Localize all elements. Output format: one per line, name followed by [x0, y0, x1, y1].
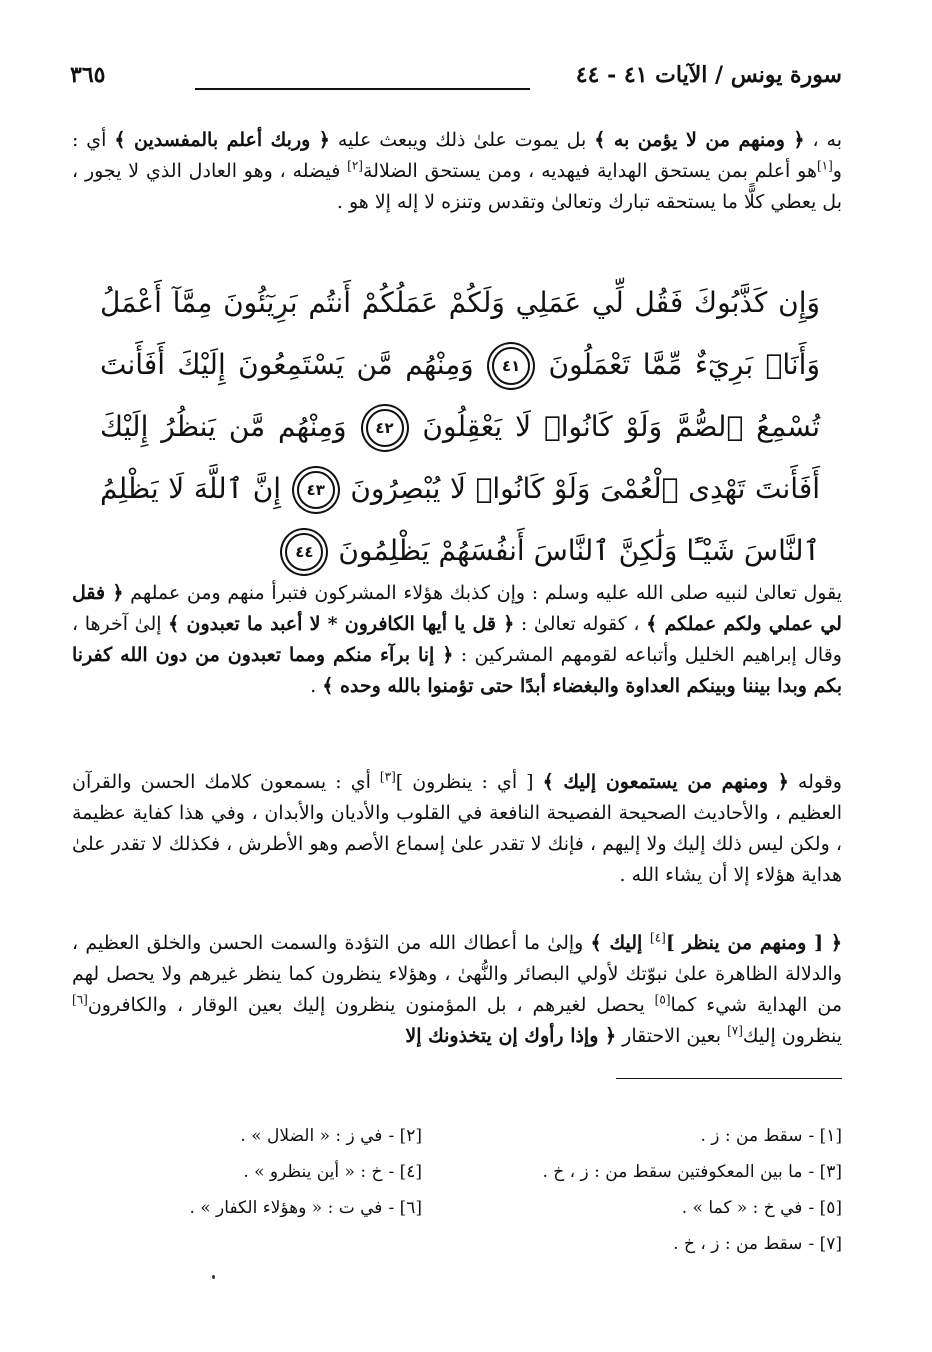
footnote-text: سقط من : ز .: [700, 1126, 803, 1146]
page-number: ٣٦٥: [70, 62, 106, 88]
p2-text-3: أي : يسمعون كلامك الحسن والقرآن العظيم ، والأحاديث الصحيحة الفصيحة النافعة في القلوب والأديان والأبدان ، وفي هذا كفاية عظيمة ، ولكن ليس ذلك إليك ولا إليهم ، فإنك لا تقدر علىٰ إسماع الأصم وهو الأطرش ، فكذلك لا تقدر علىٰ هداية هؤلاء إلا أن يشاء الله .: [72, 771, 842, 886]
footnote-row: [150, 1226, 842, 1262]
footnote-row: [150, 1190, 842, 1226]
p3-text-4: بعين الاحتقار: [616, 1025, 728, 1047]
footnote-ref-4[interactable]: [٤]: [650, 930, 666, 945]
footnotes: [150, 1118, 842, 1262]
p1-text-1: يقول تعالىٰ لنبيه صلى الله عليه وسلم : وإن كذبك هؤلاء المشركون فتبرأ منهم ومن عملهم: [123, 582, 842, 604]
intro-text-2: بل يموت علىٰ ذلك ويبعث عليه: [329, 129, 595, 151]
footnote-text: في ت : « وهؤلاء الكفار » .: [189, 1198, 383, 1218]
footnote-text: خ : « أين ينظرو » .: [243, 1162, 383, 1182]
footnote-index: [٥] -: [808, 1198, 842, 1218]
intro-text-3: أي : و: [72, 129, 842, 182]
scan-speck: [212, 1275, 215, 1279]
footnote-ref-1[interactable]: [١]: [816, 158, 833, 173]
p1-text-4: .: [310, 675, 323, 697]
quran-verses: [100, 272, 820, 582]
page-header: [70, 58, 842, 98]
running-title: سورة يونس / الآيات ٤١ - ٤٤: [575, 62, 842, 88]
verse-number-medallion: ٤٤: [285, 533, 323, 571]
footnote-index: [٦] -: [388, 1198, 422, 1218]
verse-42-text: وَمِنْهُم مَّن يَسْتَمِعُونَ إِلَيْكَ أَفَأَنتَ تُسْمِعُ ٱلصُّمَّ وَلَوْ كَانُوا۟ لَا يَعْقِلُونَ: [100, 348, 821, 443]
footnote-ref-3[interactable]: [٣]: [379, 769, 396, 784]
footnote-ref-2[interactable]: [٢]: [347, 158, 363, 173]
footnote-text: في خ : « كما » .: [681, 1198, 803, 1218]
header-rule: [195, 88, 530, 90]
intro-text-5: فيضله ، وهو العادل الذي لا يجور ، بل يعطي كلًّا ما يستحقه تبارك وتعالىٰ وتقدس وتنزه لا إله إلا هو .: [72, 160, 842, 213]
footnote-index: [١] -: [808, 1126, 842, 1146]
verse-41-text: وَإِن كَذَّبُوكَ فَقُل لِّي عَمَلِي وَلَكُمْ عَمَلُكُمْ أَنتُم بَرِيٓئُونَ مِمَّآ أَعْمَلُ وَأَنَا۠ بَرِيٓءٌ مِّمَّا تَعْمَلُونَ: [100, 286, 820, 381]
verse-44-text: إِنَّ ٱللَّهَ لَا يَظْلِمُ ٱلنَّاسَ شَيْـًٔا وَلَٰكِنَّ ٱلنَّاسَ أَنفُسَهُمْ يَظْلِمُونَ: [100, 472, 820, 567]
p3-quote-3: ﴿ وإذا رأوك إن يتخذونك إلا: [405, 1025, 617, 1047]
p1-text-3: إلىٰ آخرها ، وقال إبراهيم الخليل وأتباعه لقومهم المشركين :: [72, 613, 842, 666]
p1-quote-2: ﴿ قل يا أيها الكافرون * لا أعبد ما تعبدون ﴾: [168, 613, 515, 635]
commentary-paragraph-1: [72, 578, 842, 702]
footnote-separator: [616, 1078, 842, 1079]
commentary-paragraph-2: [72, 767, 842, 891]
footnote-ref-6[interactable]: [٦]: [72, 992, 88, 1007]
footnote-ref-5[interactable]: [٥]: [654, 992, 671, 1007]
footnote-4: [243, 1154, 422, 1190]
footnote-1: [700, 1118, 842, 1154]
footnote-row: [150, 1154, 842, 1190]
footnote-3: [542, 1154, 842, 1190]
p3-text-3: ينظرون إليك: [742, 1025, 842, 1047]
footnote-index: [٤] -: [388, 1162, 422, 1182]
footnote-index: [٣] -: [808, 1162, 842, 1182]
footnote-text: في ز : « الضلال » .: [240, 1126, 383, 1146]
footnote-5: [682, 1190, 842, 1226]
quote-1: ﴿ ومنهم من لا يؤمن به ﴾: [594, 129, 805, 151]
p3-quote-1: ﴿ [ ومنهم من ينظر ]: [665, 932, 843, 954]
footnote-7: [673, 1226, 842, 1262]
intro-text-4: هو أعلم بمن يستحق الهداية فيهديه ، ومن يستحق الضلالة: [362, 160, 817, 182]
footnote-index: [٢] -: [388, 1126, 422, 1146]
p1-quote-3: ﴿ إنا برآء منكم ومما تعبدون من دون الله كفرنا بكم وبدا بيننا وبينكم العداوة والبغضاء أبدًا حتى تؤمنوا بالله وحده ﴾: [72, 644, 842, 697]
verse-number-medallion: ٤٣: [297, 471, 335, 509]
footnote-ref-7[interactable]: [٧]: [727, 1023, 743, 1038]
footnote-text: ما بين المعكوفتين سقط من : ز ، خ .: [542, 1162, 803, 1182]
verse-number-medallion: ٤١: [492, 347, 530, 385]
p3-quote-2: إليك ﴾: [590, 932, 651, 954]
p3-text-2: يحصل لغيرهم ، بل المؤمنون ينظرون إليك بعين الوقار ، والكافرون: [87, 994, 655, 1016]
p2-text-1: وقوله: [788, 771, 842, 793]
verse-number-medallion: ٤٢: [366, 409, 404, 447]
footnote-2: [240, 1118, 422, 1154]
verse-43-text: وَمِنْهُم مَّن يَنظُرُ إِلَيْكَ أَفَأَنتَ تَهْدِى ٱلْعُمْىَ وَلَوْ كَانُوا۟ لَا يُبْصِرُونَ: [100, 410, 820, 505]
commentary-paragraph-3: [72, 928, 842, 1052]
p2-quote-1: ﴿ ومنهم من يستمعون إليك ﴾: [542, 771, 789, 793]
footnote-row: [150, 1118, 842, 1154]
footnote-index: [٧] -: [808, 1234, 842, 1254]
footnote-6: [189, 1190, 422, 1226]
footnote-text: سقط من : ز ، خ .: [673, 1234, 803, 1254]
p3-text-1: وإلىٰ ما أعطاك الله من التؤدة والسمت الحسن والخلق العظيم ، والدلالة الظاهرة علىٰ نبوّتك لأولي البصائر والنُّهىٰ ، وهؤلاء ينظرون كما ينظر غيرهم ولا يحصل لهم من الهداية شيء كما: [72, 932, 842, 1016]
p2-text-2: [ أي : ينظرون ]: [395, 771, 543, 793]
intro-paragraph: [72, 125, 842, 218]
intro-text-1: به ،: [804, 129, 842, 151]
p1-text-2: ، كقوله تعالىٰ :: [514, 613, 647, 635]
quote-2: ﴿ وربك أعلم بالمفسدين ﴾: [114, 129, 330, 151]
p1-quote-1: ﴿ فقل لي عملي ولكم عملكم ﴾: [72, 582, 842, 635]
